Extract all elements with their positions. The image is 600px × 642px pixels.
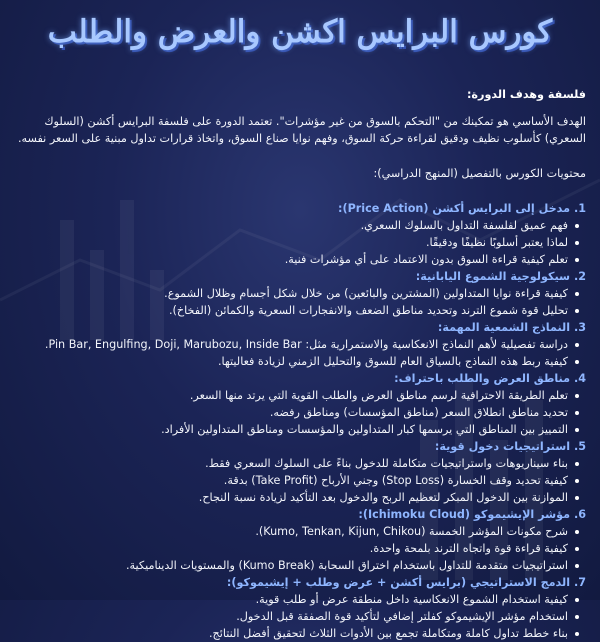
section-list (16, 455, 586, 506)
section-title: 2. سيكولوجية الشموع اليابانية: (415, 270, 586, 283)
section-title: 6. مؤشر الإيشيموكو (Ichimoku Cloud): (358, 508, 586, 521)
section-4 (16, 370, 586, 438)
list-item: كيفية ربط هذه النماذج بالسياق العام للسوق والتحليل الزمني لزيادة فعاليتها. (16, 353, 568, 370)
list-item: تعلم كيفية قراءة السوق بدون الاعتماد على أي مؤشرات فنية. (16, 251, 568, 268)
philosophy-heading: فلسفة وهدف الدورة: (466, 88, 586, 101)
list-item: تحليل قوة شموع الترند وتحديد مناطق الضعف والانفجارات السعرية والكمائن (الفخاخ). (16, 302, 568, 319)
section-title: 3. النماذج الشمعية المهمة: (437, 321, 586, 334)
list-item: كيفية قراءة نوايا المتداولين (المشترين والبائعين) من خلال شكل أجسام وظلال الشموع. (16, 285, 568, 302)
list-item: بناء خطط تداول كاملة ومتكاملة تجمع بين الأدوات الثلاث لتحقيق أفضل النتائج. (16, 625, 568, 642)
philosophy-text: الهدف الأساسي هو تمكينك من "التحكم بالسوق من غير مؤشرات". تعتمد الدورة على فلسفة البرايس أكشن (السلوك السعري) كأسلوب نظيف ودقيق لقراءة حركة السوق، وفهم نوايا صناع السوق، واتخاذ قرارات تداول مبنية على السعر نفسه. (17, 115, 586, 145)
list-item: كيفية استخدام الشموع الانعكاسية داخل منطقة عرض أو طلب قوية. (16, 591, 568, 608)
section-list (16, 591, 586, 642)
section-list (16, 217, 586, 268)
section-title: 5. استراتيجيات دخول قوية: (434, 440, 586, 453)
list-item: تعلم الطريقة الاحترافية لرسم مناطق العرض والطلب القوية التي يرتد منها السعر. (16, 387, 568, 404)
list-item: استخدام مؤشر الإيشيموكو كفلتر إضافي لتأكيد قوة الصفقة قبل الدخول. (16, 608, 568, 625)
section-list (16, 285, 586, 319)
course-content (16, 86, 586, 642)
list-item: شرح مكونات المؤشر الخمسة (Kumo, Tenkan, Kijun, Chikou). (16, 523, 568, 540)
list-item: استراتيجيات متقدمة للتداول باستخدام اختراق السحابة (Kumo Break) والمستويات الديناميكية. (16, 557, 568, 574)
list-item: الموازنة بين الدخول المبكر لتعظيم الربح والدخول بعد التأكيد لزيادة نسبة النجاح. (16, 489, 568, 506)
section-list (16, 336, 586, 370)
section-2 (16, 268, 586, 319)
section-6 (16, 506, 586, 574)
page-title: كورس البرايس اكشن والعرض والطلب (47, 14, 553, 50)
section-3 (16, 319, 586, 370)
section-1 (16, 200, 586, 268)
section-5 (16, 438, 586, 506)
section-title: 1. مدخل إلى البرايس أكشن (Price Action): (337, 202, 586, 215)
section-list (16, 387, 586, 438)
list-item: بناء سيناريوهات واستراتيجيات متكاملة للدخول بناءً على السلوك السعري فقط. (16, 455, 568, 472)
list-item: دراسة تفصيلية لأهم النماذج الانعكاسية والاستمرارية مثل: Pin Bar, Engulfing, Doji, Marubozu, Inside Bar. (16, 336, 568, 353)
list-item: لماذا يعتبر أسلوبًا نظيفًا ودقيقًا. (16, 234, 568, 251)
list-item: تحديد مناطق انطلاق السعر (مناطق المؤسسات) ومناطق رفضه. (16, 404, 568, 421)
section-title: 7. الدمج الاستراتيجي (برايس أكشن + عرض وطلب + إيشيموكو): (226, 576, 586, 589)
section-list (16, 523, 586, 574)
list-item: التمييز بين المناطق التي يرسمها كبار المتداولين والمؤسسات ومناطق المتداولين الأفراد. (16, 421, 568, 438)
list-item: فهم عميق لفلسفة التداول بالسلوك السعري. (16, 217, 568, 234)
curriculum-heading: محتويات الكورس بالتفصيل (المنهج الدراسي): (373, 167, 586, 180)
section-7 (16, 574, 586, 642)
section-title: 4. مناطق العرض والطلب باحتراف: (394, 372, 586, 385)
list-item: كيفية قراءة قوة واتجاه الترند بلمحة واحدة. (16, 540, 568, 557)
list-item: كيفية تحديد وقف الخسارة (Stop Loss) وجني الأرباح (Take Profit) بدقة. (16, 472, 568, 489)
